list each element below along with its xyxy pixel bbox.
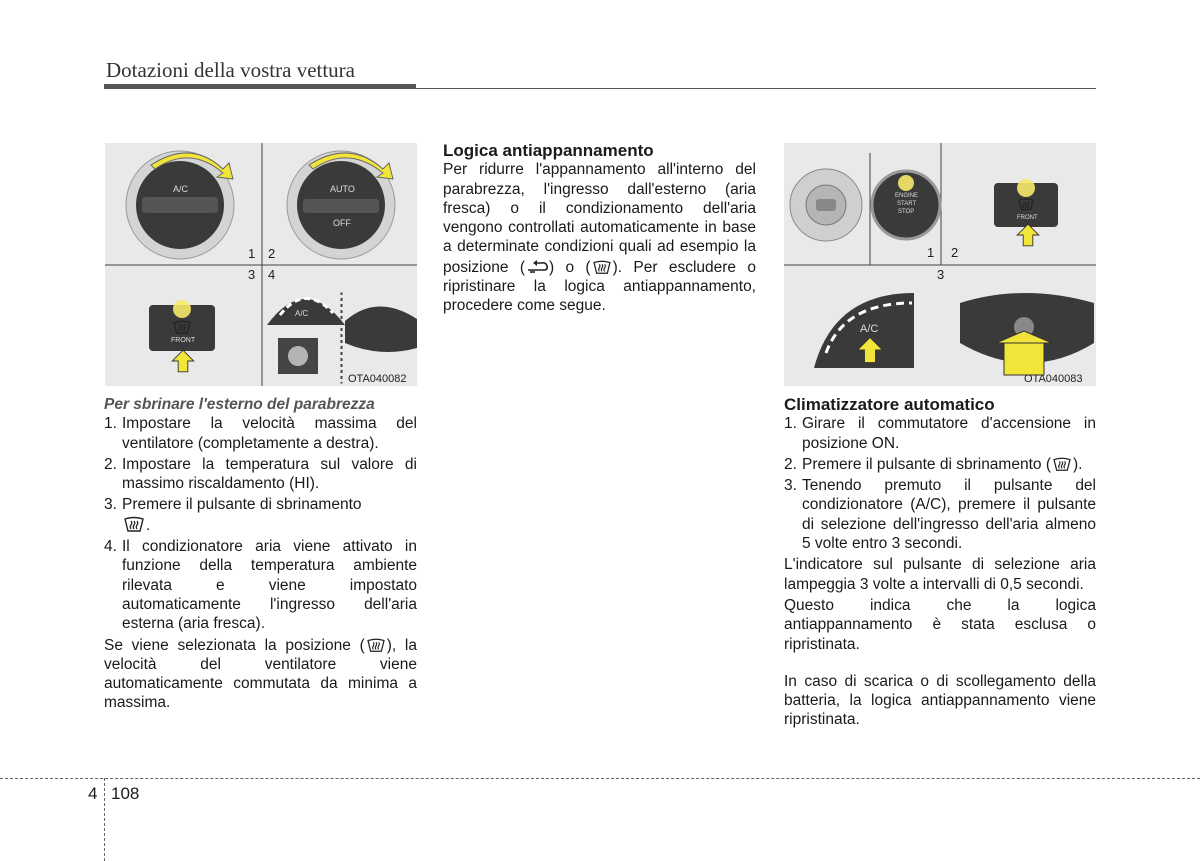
figure-label-3: 3 — [937, 267, 945, 282]
defrost-icon — [365, 637, 387, 653]
figure-code: OTA040082 — [348, 373, 407, 385]
left-subheading: Per sbrinare l'esterno del parabrezza — [104, 396, 375, 413]
figure-knob-auto-label: AUTO — [330, 184, 355, 194]
right-figure-illustration — [784, 143, 1096, 386]
figure-label-1: 1 — [248, 246, 256, 261]
figure-front-label: FRONT — [1017, 215, 1038, 221]
right-steps — [784, 414, 1096, 553]
right-paragraph-2: Questo indica che la logica antiappannamento è stata esclusa o ripristinata. — [784, 596, 1096, 653]
figure-knob-ac-label: A/C — [173, 184, 189, 194]
left-paragraph: Se viene selezionata la posizione ( ), la velocità del ventilatore viene automaticamente commutata da minima a massima. — [104, 636, 417, 712]
left-figure — [105, 143, 417, 386]
right-heading: Climatizzatore automatico — [784, 395, 995, 414]
left-step-3: 3. Premere il pulsante di sbrinamento . — [104, 496, 362, 534]
figure-front-label: FRONT — [171, 337, 196, 344]
right-step-2: 2. Premere il pulsante di sbrinamento ( ). — [784, 455, 1083, 473]
figure-dial-ac-label: A/C — [860, 323, 879, 335]
figure-label-2: 2 — [951, 245, 959, 260]
figure-start-label: ENGINE — [895, 193, 919, 199]
figure-start-label: STOP — [898, 209, 915, 215]
middle-paragraph: Per ridurre l'appannamento all'interno del parabrezza, l'ingresso dall'esterno (aria fresca) o il condizionamento dell'aria vengono controllati automaticamente in base a determinate condizioni quali ad esempio la posizione ( ) o ( ). Per escludere o ripristinare la logica antiappannamento, procedere come segue. — [443, 161, 756, 315]
chapter-number: 4 — [88, 784, 98, 803]
middle-column — [443, 141, 756, 316]
figure-code: OTA040083 — [1024, 373, 1083, 385]
right-step-1: 1. Girare il commutatore d'accensione in posizione ON. — [784, 415, 1096, 452]
page-number: 108 — [111, 784, 140, 803]
figure-label-4: 4 — [268, 267, 276, 282]
right-step-3: 3. Tenendo premuto il pulsante del condizionatore (A/C), premere il pulsante di selezione dell'ingresso dell'aria almeno 5 volte entro 3 secondi. — [784, 477, 1096, 553]
figure-dial-ac-label: A/C — [295, 309, 309, 318]
left-step-2: 2. Impostare la temperatura sul valore di massimo riscaldamento (HI). — [104, 455, 417, 493]
right-figure — [784, 143, 1096, 386]
figure-label-2: 2 — [268, 246, 276, 261]
defrost-icon — [591, 259, 613, 275]
footer-dashed-divider — [104, 778, 105, 861]
header-rule — [104, 84, 416, 89]
left-step-4: 4. Il condizionatore aria viene attivato in funzione della temperatura ambiente rilevata e viene impostato automaticamente l'ingresso dell'aria esterna (aria fresca). — [104, 538, 417, 633]
left-column — [104, 395, 417, 713]
defrost-icon — [122, 515, 146, 533]
header-rule-thin — [416, 88, 1096, 89]
defrost-icon — [1051, 456, 1073, 472]
figure-knob-off-label: OFF — [333, 218, 351, 228]
left-step-1: 1. Impostare la velocità massima del ventilatore (completamente a destra). — [104, 415, 417, 452]
middle-heading: Logica antiappannamento — [443, 141, 654, 160]
right-column — [784, 395, 1096, 730]
figure-label-1: 1 — [927, 245, 935, 260]
left-steps — [104, 414, 417, 633]
figure-label-3: 3 — [248, 267, 256, 282]
recirculation-icon — [525, 257, 549, 275]
page-header-title: Dotazioni della vostra vettura — [106, 58, 355, 82]
left-figure-illustration — [105, 143, 417, 386]
footer-dashed-rule — [0, 778, 1200, 779]
figure-start-label: START — [897, 201, 917, 207]
right-paragraph-1: L'indicatore sul pulsante di selezione aria lampeggia 3 volte a intervalli di 0,5 secondi. — [784, 556, 1096, 593]
right-paragraph-3: In caso di scarica o di scollegamento della batteria, la logica antiappannamento viene ripristinata. — [784, 672, 1096, 729]
